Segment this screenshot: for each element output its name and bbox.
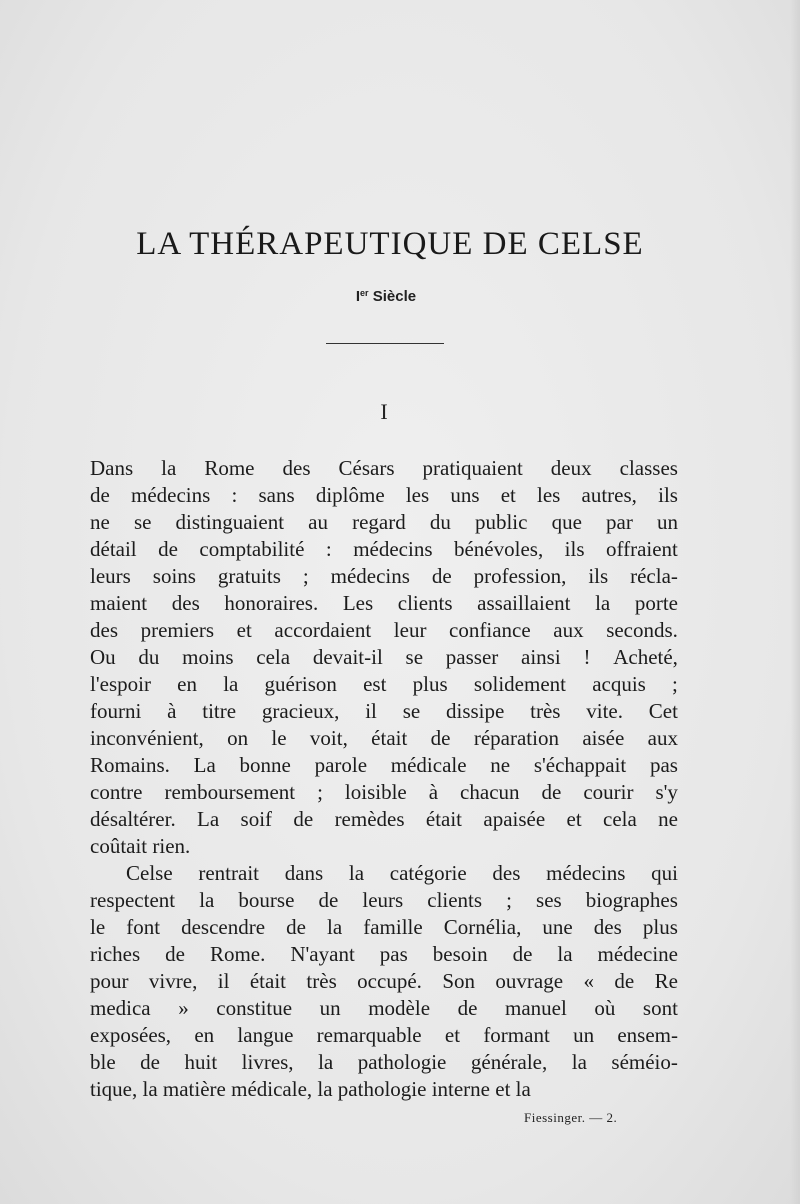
text-line: Ou du moins cela devait-il se passer ainsi ! Acheté, [90, 645, 678, 669]
subtitle-superscript: er [360, 288, 369, 298]
text-line: le font descendre de la famille Cornélia, une des plus [90, 915, 678, 939]
text-line: tique, la matière médicale, la pathologie interne et la [90, 1077, 531, 1101]
text-line: exposées, en langue remarquable et formant un ensem- [90, 1023, 678, 1047]
text-line: maient des honoraires. Les clients assaillaient la porte [90, 591, 678, 615]
title-divider [326, 343, 444, 344]
text-line: de médecins : sans diplôme les uns et les autres, ils [90, 483, 678, 507]
body-text [90, 455, 678, 1103]
text-line: respectent la bourse de leurs clients ; ses biographes [90, 888, 678, 912]
text-line: ne se distinguaient au regard du public que par un [90, 510, 678, 534]
section-number: I [380, 399, 388, 424]
text-line: inconvénient, on le voit, était de réparation aisée aux [90, 726, 678, 750]
subtitle-word: Siècle [372, 288, 417, 305]
text-line: détail de comptabilité : médecins bénévoles, ils offraient [90, 537, 678, 561]
subtitle-numeral: I [355, 288, 361, 305]
signature-author: Fiessinger. [524, 1110, 586, 1125]
signature-mark [524, 1110, 617, 1126]
text-line: contre remboursement ; loisible à chacun de courir s'y [90, 780, 678, 804]
text-line: riches de Rome. N'ayant pas besoin de la médecine [90, 942, 678, 966]
text-line: Romains. La bonne parole médicale ne s'échappait pas [90, 753, 678, 777]
signature-dash: — [589, 1110, 603, 1125]
text-line: Celse rentrait dans la catégorie des médecins qui [126, 861, 678, 885]
text-line: Dans la Rome des Césars pratiquaient deux classes [90, 456, 678, 480]
text-line: medica » constitue un modèle de manuel où sont [90, 996, 678, 1020]
text-line: désaltérer. La soif de remèdes était apaisée et cela ne [90, 807, 678, 831]
chapter-title: LA THÉRAPEUTIQUE DE CELSE [136, 226, 644, 262]
text-line: fourni à titre gracieux, il se dissipe très vite. Cet [90, 699, 678, 723]
text-line: coûtait rien. [90, 834, 191, 858]
text-line: leurs soins gratuits ; médecins de profession, ils récla- [90, 564, 678, 588]
signature-number: 2. [606, 1110, 618, 1125]
text-line: l'espoir en la guérison est plus solidement acquis ; [90, 672, 678, 696]
chapter-subtitle [0, 288, 772, 305]
text-line: pour vivre, il était très occupé. Son ouvrage « de Re [90, 969, 678, 993]
text-line: des premiers et accordaient leur confiance aux seconds. [90, 618, 678, 642]
text-line: ble de huit livres, la pathologie générale, la séméio- [90, 1050, 678, 1074]
